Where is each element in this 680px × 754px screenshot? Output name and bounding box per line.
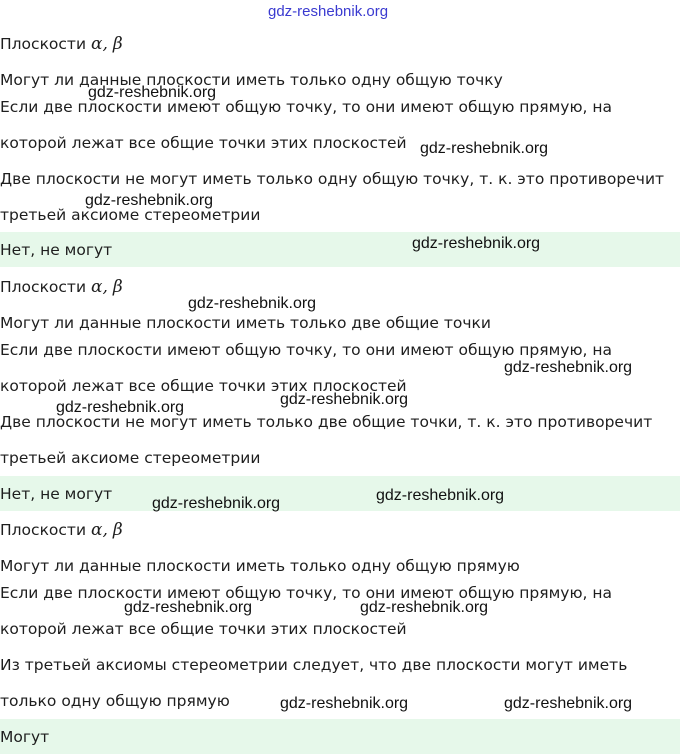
comma: , <box>102 520 108 540</box>
alpha-symbol: α <box>90 520 103 540</box>
answer-text: Нет, не могут <box>0 241 113 259</box>
watermark: gdz-reshebnik.org <box>504 695 633 712</box>
watermark: gdz-reshebnik.org <box>376 487 505 504</box>
solution-line: Если две плоскости имеют общую точку, то они имеют общую прямую, на <box>0 98 612 116</box>
solution-line: третьей аксиоме стереометрии <box>0 449 261 467</box>
watermark: gdz-reshebnik.org <box>420 140 549 157</box>
alpha-symbol: α <box>90 277 103 297</box>
comma: , <box>102 277 108 297</box>
watermark: gdz-reshebnik.org <box>280 391 409 408</box>
given-label: Плоскости <box>0 35 87 53</box>
answer-text: Нет, не могут <box>0 485 113 503</box>
solution-line: которой лежат все общие точки этих плоскостей <box>0 134 407 152</box>
beta-symbol: β <box>112 277 123 297</box>
solution-line: Две плоскости не могут иметь только одну общую точку, т. к. это противоречит <box>0 170 665 188</box>
solution-line: Две плоскости не могут иметь только две общие точки, т. к. это противоречит <box>0 413 653 431</box>
question-text: Могут ли данные плоскости иметь только одну общую прямую <box>0 557 520 575</box>
watermark: gdz-reshebnik.org <box>268 3 389 20</box>
given-label: Плоскости <box>0 521 87 539</box>
solution-line: Если две плоскости имеют общую точку, то они имеют общую прямую, на <box>0 584 612 602</box>
comma: , <box>102 34 108 54</box>
watermark: gdz-reshebnik.org <box>152 495 281 512</box>
watermark: gdz-reshebnik.org <box>124 599 253 616</box>
beta-symbol: β <box>112 520 123 540</box>
question-text: Могут ли данные плоскости иметь только две общие точки <box>0 314 491 332</box>
watermark: gdz-reshebnik.org <box>504 359 633 376</box>
beta-symbol: β <box>112 34 123 54</box>
alpha-symbol: α <box>90 34 103 54</box>
given-line <box>0 278 680 296</box>
solution-line: третьей аксиоме стереометрии <box>0 206 261 224</box>
question-text: Могут ли данные плоскости иметь только одну общую точку <box>0 71 503 89</box>
watermark: gdz-reshebnik.org <box>88 84 217 101</box>
watermark: gdz-reshebnik.org <box>85 192 214 209</box>
given-label: Плоскости <box>0 278 87 296</box>
answer-bar <box>0 719 680 754</box>
watermark: gdz-reshebnik.org <box>412 235 541 252</box>
solution-line: которой лежат все общие точки этих плоскостей <box>0 377 407 395</box>
solution-line: которой лежат все общие точки этих плоскостей <box>0 620 407 638</box>
given-line <box>0 521 680 539</box>
watermark: gdz-reshebnik.org <box>188 295 317 312</box>
watermark: gdz-reshebnik.org <box>360 599 489 616</box>
solution-line: Из третьей аксиомы стереометрии следует, что две плоскости могут иметь <box>0 656 628 674</box>
answer-text: Могут <box>0 728 50 746</box>
given-line <box>0 35 680 53</box>
solution-line: Если две плоскости имеют общую точку, то они имеют общую прямую, на <box>0 341 612 359</box>
answer-bar <box>0 232 680 267</box>
answer-bar <box>0 476 680 511</box>
watermark: gdz-reshebnik.org <box>280 695 409 712</box>
watermark: gdz-reshebnik.org <box>56 399 185 416</box>
solution-line: только одну общую прямую <box>0 692 230 710</box>
